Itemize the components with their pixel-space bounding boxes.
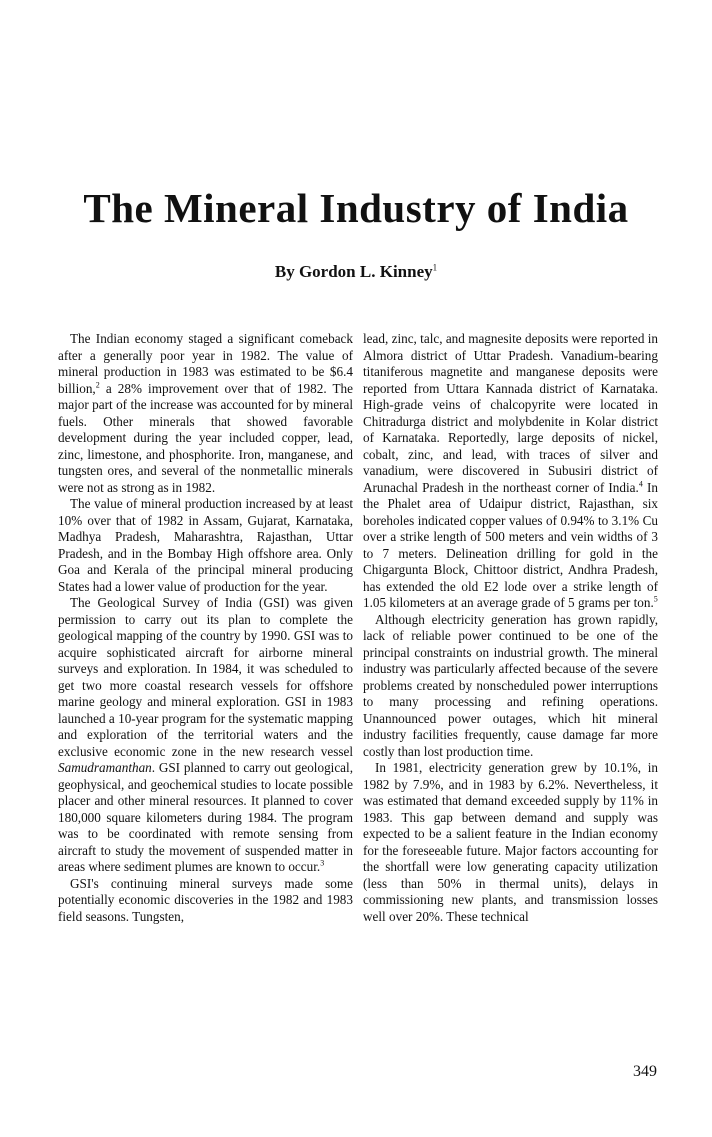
paragraph-text: a 28% improvement over that of 1982. The major part of the increase was accounted for by mineral fuels. Other minerals that showed favorable development during the year included copper, lead, zinc, limestone, and phosphorite. Iron, manganese, and tungsten ores, and several of the nonmetallic minerals were not as strong as in 1982. (58, 380, 353, 495)
paragraph-text: The Geological Survey of India (GSI) was given permission to carry out its plan to complete the geological mapping of the country by 1990. GSI was to acquire sophisticated aircraft for airborne mineral surveys and exploration. In 1984, it was scheduled to get two more coastal research vessels for offshore marine geology and mineral exploration. GSI in 1983 launched a 10-year program for the systematic mapping and exploration of the territorial waters and the exclusive economic zone in the new research vessel (58, 595, 353, 759)
paragraph-deposits-continued (363, 331, 658, 612)
paragraph-text: lead, zinc, talc, and magnesite deposits were reported in Almora district of Uttar Pradesh. Vanadium-bearing titaniferous magnetite and manganese deposits were reported from Uttara Kannada district of Karnataka. High-grade veins of chalcopyrite were located in Chitradurga district and molybdenite in Kolar district of Karnataka. Reportedly, large deposits of nickel, cobalt, zinc, and lead, with traces of silver and vanadium, were discovered in Subusiri district of Arunachal Pradesh in the northeast corner of India. (363, 331, 658, 495)
paragraph-text: . GSI planned to carry out geological, geophysical, and geochemical studies to locate possible placer and other mineral resources. It planned to cover 180,000 square kilometers during 1984. The program was to be coordinated with remote sensing from aircraft to study the movement of suspended matter in areas where sediment plumes are known to occur. (58, 760, 353, 874)
paragraph-electricity-constraints: Although electricity generation has grown rapidly, lack of reliable power continued to be one of the principal constraints on industrial growth. The mineral industry was particularly affected because of the severe problems created by nonscheduled power interruptions to many processing and refining operations. Unannounced power outages, which hit mineral industry facilities frequently, cause damage far more costly than lost production time. (363, 611, 658, 759)
footnote-marker: 2 (95, 380, 100, 390)
page-number: 349 (633, 1063, 657, 1080)
footnote-marker: 3 (320, 858, 325, 868)
paragraph-text: The Indian economy staged a significant comeback after a generally poor year in 1982. The value of mineral production in 1983 was estimated to be $6.4 billion, (58, 331, 353, 396)
paragraph-electricity-growth: In 1981, electricity generation grew by 10.1%, in 1982 by 7.9%, and in 1983 by 6.2%. Nevertheless, it was estimated that demand exceeded supply by 11% in 1983. This gap between demand and supply was expected to be a salient feature in the Indian economy for the foreseeable future. Major factors accounting for the shortfall were low generating capacity utilization (less than 50% in thermal units), delays in commissioning new plants, and transmission losses well over 20%. These technical (363, 760, 658, 924)
paragraph-text: In the Phalet area of Udaipur district, Rajasthan, six boreholes indicated copper values of 0.94% to 3.1% Cu over a strike length of 500 meters and vein widths of 3 to 7 meters. Delineation drilling for gold in the Chigargunta Block, Chittoor district, Andhra Pradesh, has extended the old E2 lode over a strike length of 1.05 kilometers at an average grade of 5 grams per ton. (363, 479, 658, 610)
vessel-name: Samudramanthan (58, 760, 152, 775)
author-name: By Gordon L. Kinney (274, 262, 433, 281)
paragraph-gsi-discoveries: GSI's continuing mineral surveys made some potentially economic discoveries in the 1982 and 1983 field seasons. Tungsten, (58, 875, 353, 924)
paragraph-economy-overview (58, 331, 353, 496)
right-column (363, 331, 658, 925)
paragraph-gsi-program (58, 595, 353, 876)
byline (0, 262, 712, 282)
footnote-marker: 5 (653, 594, 658, 604)
author-footnote-marker: 1 (432, 262, 438, 273)
left-column (58, 331, 353, 925)
paragraph-state-production: The value of mineral production increased by at least 10% over that of 1982 in Assam, Gujarat, Karnataka, Madhya Pradesh, Maharashtra, Rajasthan, Uttar Pradesh, and in the Bombay High offshore area. Only Goa and Kerala of the principal mineral producing States had a lower value of production for the year. (58, 496, 353, 594)
footnote-marker: 4 (638, 479, 643, 489)
article-title: The Mineral Industry of India (83, 185, 629, 231)
